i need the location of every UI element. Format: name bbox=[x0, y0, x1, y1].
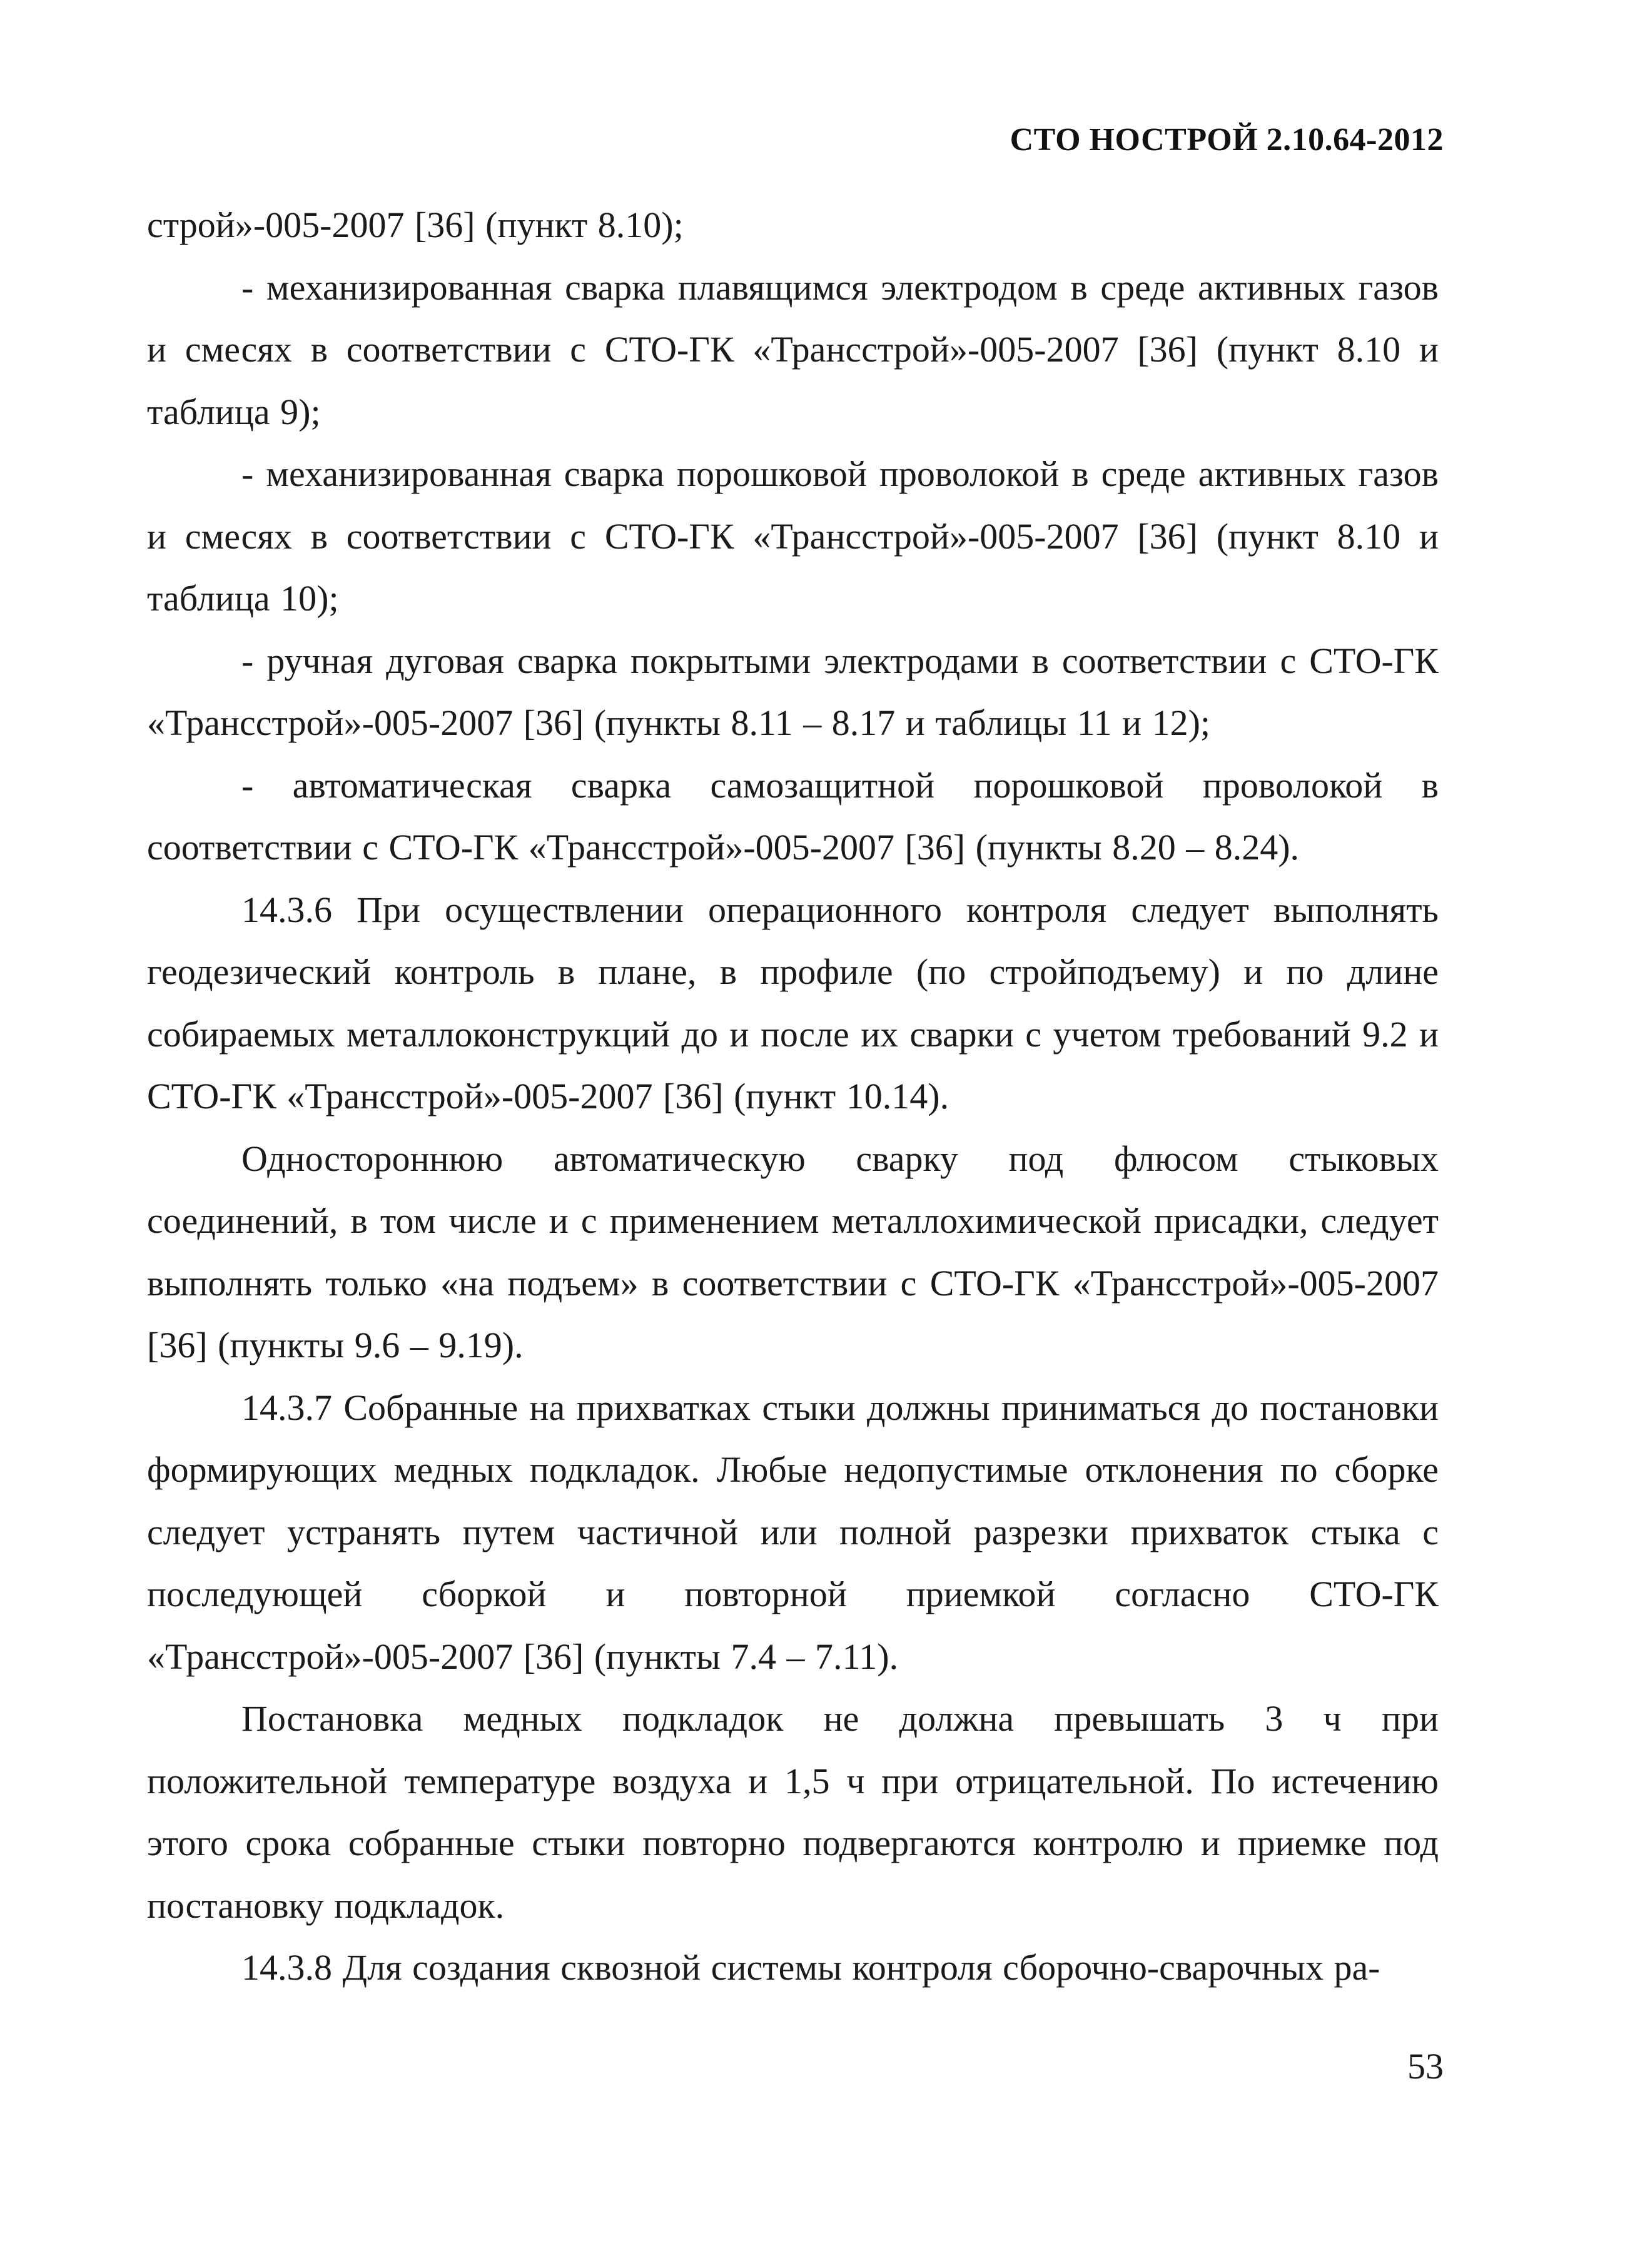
clause-14-3-6: 14.3.6 При осуществлении операционного контроля следует выполнять геодезический контроль в плане, в профиле (по стройподъему) и по длине собираемых металлоконструкций до и после их сварки с учетом требований 9.2 и СТО-ГК «Трансстрой»-005-2007 [36] (пункт 10.14). bbox=[147, 889, 1439, 1116]
clause-14-3-8: 14.3.8 Для создания сквозной системы контроля сборочно-сварочных ра- bbox=[241, 1947, 1380, 1988]
list-item-mechanized-welding-electrode: - механизированная сварка плавящимся электродом в среде активных газов и смесях в соответствии с СТО-ГК «Трансстрой»-005-2007 [36] (пункт 8.10 и таблица 9); bbox=[147, 266, 1439, 432]
clause-14-3-7: 14.3.7 Собранные на прихватках стыки должны приниматься до постановки формирующих медных подкладок. Любые недопустимые отклонения по сборке следует устранять путем частичной или полной разрезки прихваток стыка с последующей сборкой и повторной приемкой согласно СТО-ГК «Трансстрой»-005-2007 [36] (пункты 7.4 – 7.11). bbox=[147, 1387, 1439, 1677]
document-header-code: СТО НОСТРОЙ 2.10.64-2012 bbox=[1010, 122, 1444, 158]
list-item-mechanized-welding-flux-wire: - механизированная сварка порошковой проволокой в среде активных газов и смесях в соответствии с СТО-ГК «Трансстрой»-005-2007 [36] (пункт 8.10 и таблица 10); bbox=[147, 453, 1439, 619]
paragraph-copper-backing: Постановка медных подкладок не должна превышать 3 ч при положительной температуре воздуха и 1,5 ч при отрицательной. По истечению этого срока собранные стыки повторно подвергаются контролю и приемке под постановку подкладок. bbox=[147, 1698, 1439, 1926]
document-body bbox=[147, 194, 1439, 1999]
paragraph-one-sided-welding: Одностороннюю автоматическую сварку под флюсом стыковых соединений, в том числе и с применением металлохимической присадки, следует выполнять только «на подъем» в соответствии с СТО-ГК «Трансстрой»-005-2007 [36] (пункты 9.6 – 9.19). bbox=[147, 1138, 1439, 1365]
list-item-automatic-welding: - автоматическая сварка самозащитной порошковой проволокой в соответствии с СТО-ГК «Трансстрой»-005-2007 [36] (пункты 8.20 – 8.24). bbox=[147, 764, 1439, 868]
list-item-manual-arc-welding: - ручная дуговая сварка покрытыми электродами в соответствии с СТО-ГК «Трансстрой»-005-2007 [36] (пункты 8.11 – 8.17 и таблицы 11 и 12); bbox=[147, 640, 1439, 743]
page-number: 53 bbox=[1407, 2046, 1444, 2087]
paragraph-continuation: строй»-005-2007 [36] (пункт 8.10); bbox=[147, 205, 684, 245]
